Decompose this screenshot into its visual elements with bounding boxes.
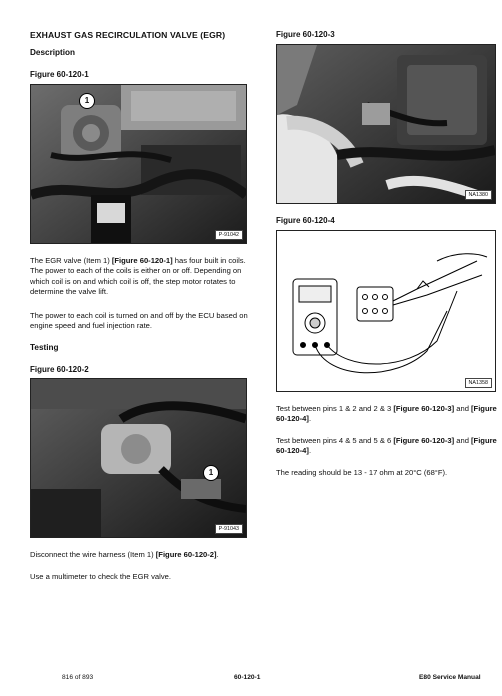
page-title: EXHAUST GAS RECIRCULATION VALVE (EGR) bbox=[30, 30, 226, 40]
testing-heading: Testing bbox=[30, 343, 59, 352]
description-heading: Description bbox=[30, 48, 76, 57]
text-run: Test between pins 4 & 5 and 5 & 6 bbox=[276, 436, 394, 445]
figure-reference: [Figure 60-120-4] bbox=[276, 436, 497, 456]
figure-1-label: Figure 60-120-1 bbox=[30, 70, 89, 79]
multimeter-diagram bbox=[277, 231, 495, 391]
testing-paragraph-1 bbox=[30, 550, 250, 560]
instruction-paragraph-1 bbox=[276, 404, 500, 425]
instruction-paragraph-2 bbox=[276, 436, 500, 457]
figure-4-diagram bbox=[276, 230, 496, 392]
testing-paragraph-2: Use a multimeter to check the EGR valve. bbox=[30, 572, 171, 581]
figure-reference: [Figure 60-120-3] bbox=[393, 404, 455, 413]
figure-reference: [Figure 60-120-4] bbox=[276, 404, 497, 424]
figure-reference: [Figure 60-120-3] bbox=[393, 436, 455, 445]
figure-2-label: Figure 60-120-2 bbox=[30, 365, 89, 374]
figure-1-tag: P-91042 bbox=[215, 230, 243, 240]
figure-3-photo bbox=[276, 44, 496, 204]
description-paragraph-2: The power to each coil is turned on and off by the ECU based on engine speed and fuel injection rate. bbox=[30, 311, 248, 331]
engine-egr-image bbox=[31, 85, 246, 243]
figure-3-tag: NA1380 bbox=[465, 190, 492, 200]
figure-1-photo bbox=[30, 84, 247, 244]
instruction-paragraph-3: The reading should be 13 - 17 ohm at 20°C (68°F). bbox=[276, 468, 448, 477]
text-run: and bbox=[454, 436, 472, 445]
figure-reference: [Figure 60-120-2] bbox=[155, 550, 217, 559]
page-count: 816 of 893 bbox=[62, 674, 94, 681]
figure-4-label: Figure 60-120-4 bbox=[276, 216, 335, 225]
egr-pins-image bbox=[277, 45, 495, 203]
text-run: . bbox=[308, 446, 312, 456]
manual-title: E80 Service Manual bbox=[419, 674, 481, 681]
figure-2-photo bbox=[30, 378, 247, 538]
figure-3-label: Figure 60-120-3 bbox=[276, 30, 335, 39]
text-run: and bbox=[454, 404, 472, 413]
figure-1-callout: 1 bbox=[79, 93, 95, 109]
section-page-number: 60-120-1 bbox=[234, 674, 261, 681]
figure-2-callout: 1 bbox=[203, 465, 219, 481]
text-run: Disconnect the wire harness (Item 1) bbox=[30, 550, 156, 559]
text-run: . bbox=[308, 414, 312, 424]
text-run: Test between pins 1 & 2 and 2 & 3 bbox=[276, 404, 394, 413]
egr-harness-image bbox=[31, 379, 246, 537]
text-run: . bbox=[216, 550, 219, 559]
text-run: has four built in coils. The power to each of the coils is either on or off. Depending on which coil is on and which coil is off, the step motor rotates to determine the valve lift. bbox=[30, 256, 246, 297]
figure-2-tag: P-91043 bbox=[215, 524, 243, 534]
description-paragraph-1 bbox=[30, 256, 248, 298]
figure-4-tag: NA1358 bbox=[465, 378, 492, 388]
figure-reference: [Figure 60-120-1] bbox=[111, 256, 173, 265]
text-run: The EGR valve (Item 1) bbox=[30, 256, 112, 265]
